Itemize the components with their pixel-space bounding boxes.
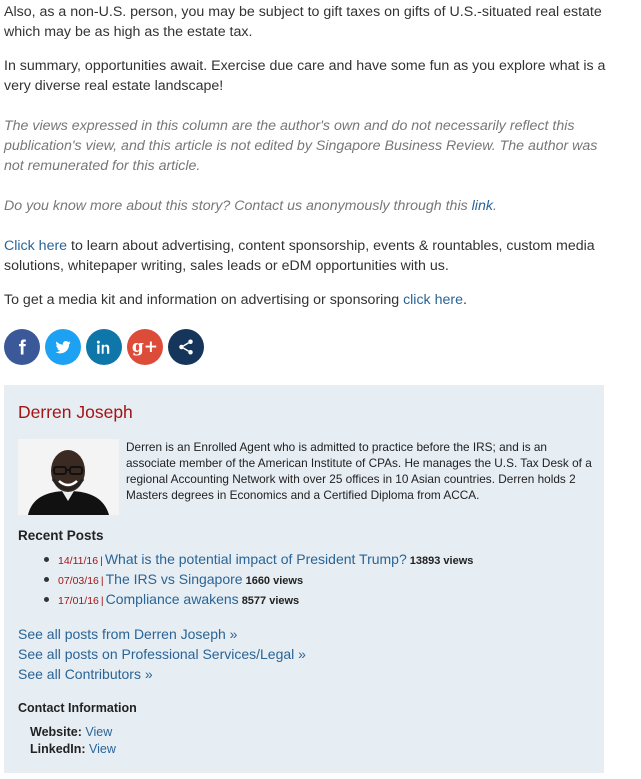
know-more-paragraph <box>4 196 616 216</box>
post-date: 07/03/16 <box>58 575 99 587</box>
share-bar <box>4 329 204 365</box>
share-icon <box>177 338 195 356</box>
post-views: 1660 views <box>245 575 304 587</box>
list-item <box>44 589 473 609</box>
linkedin-share-button[interactable] <box>86 329 122 365</box>
see-all-links <box>18 624 306 684</box>
click-here-link[interactable]: Click here <box>4 238 68 254</box>
media-kit-paragraph <box>4 290 616 310</box>
contact-information-heading: Contact Information <box>18 701 137 715</box>
know-more-text: Do you know more about this story? Contact us anonymously through this <box>4 198 472 214</box>
website-link[interactable]: View <box>85 725 113 739</box>
post-separator: | <box>100 575 104 587</box>
list-item <box>44 569 473 589</box>
author-bio: Derren is an Enrolled Agent who is admitted to practice before the IRS; and is an associate member of the American Institute of CPAs. He manages the U.S. Tax Desk of a regional Accounting Network with over 25 offices in 10 Asian countries. Derren holds 2 Masters degrees in Economics and a Certified Diploma from ACCA. <box>126 440 592 502</box>
advertising-paragraph <box>4 236 616 276</box>
linkedin-icon <box>95 338 113 356</box>
post-views: 8577 views <box>241 595 300 607</box>
post-separator: | <box>100 595 104 607</box>
media-kit-text: To get a media kit and information on advertising or sponsoring <box>4 292 404 308</box>
media-kit-link[interactable]: click here <box>403 292 463 308</box>
contact-list <box>30 724 116 758</box>
facebook-share-button[interactable] <box>4 329 40 365</box>
disclaimer-paragraph: The views expressed in this column are the author's own and do not necessarily reflect this publication's view, and this article is not edited by Singapore Business Review. The author was not remunerated for this article. <box>4 118 598 174</box>
recent-posts-list <box>44 549 473 609</box>
see-all-category-posts-link[interactable]: See all posts on Professional Services/Legal » <box>18 646 306 662</box>
twitter-icon <box>54 338 72 356</box>
post-date: 14/11/16 <box>58 555 99 567</box>
media-kit-end: . <box>463 292 467 308</box>
share-button[interactable] <box>168 329 204 365</box>
author-name[interactable]: Derren Joseph <box>18 402 133 422</box>
anonymous-contact-link[interactable]: link <box>471 198 493 214</box>
twitter-share-button[interactable] <box>45 329 81 365</box>
see-all-contributors-link[interactable]: See all Contributors » <box>18 666 153 682</box>
website-label: Website: <box>30 725 82 739</box>
gift-tax-paragraph: Also, as a non-U.S. person, you may be subject to gift taxes on gifts of U.S.-situated real estate which may be as high as the estate tax. <box>4 4 602 40</box>
author-box <box>4 385 604 773</box>
post-link[interactable]: Compliance awakens <box>105 591 239 607</box>
post-date: 17/01/16 <box>58 595 99 607</box>
post-link[interactable]: The IRS vs Singapore <box>105 571 243 587</box>
see-all-author-posts-link[interactable]: See all posts from Derren Joseph » <box>18 626 238 642</box>
linkedin-link[interactable]: View <box>89 742 116 756</box>
author-avatar <box>18 439 119 515</box>
post-link[interactable]: What is the potential impact of President Trump? <box>104 551 407 567</box>
linkedin-label: LinkedIn: <box>30 742 86 756</box>
post-separator: | <box>100 555 103 567</box>
summary-paragraph: In summary, opportunities await. Exercise due care and have some fun as you explore what is a very diverse real estate landscape! <box>4 58 606 94</box>
google-plus-icon: g+ <box>131 337 159 357</box>
google-plus-share-button[interactable] <box>127 329 163 365</box>
facebook-icon <box>13 338 31 356</box>
recent-posts-heading: Recent Posts <box>18 528 104 543</box>
list-item <box>44 549 473 569</box>
advertising-text: to learn about advertising, content sponsorship, events & rountables, custom media solutions, whitepaper writing, sales leads or eDM opportunities with us. <box>4 238 595 274</box>
know-more-end: . <box>492 198 497 214</box>
post-views: 13893 views <box>409 555 474 567</box>
